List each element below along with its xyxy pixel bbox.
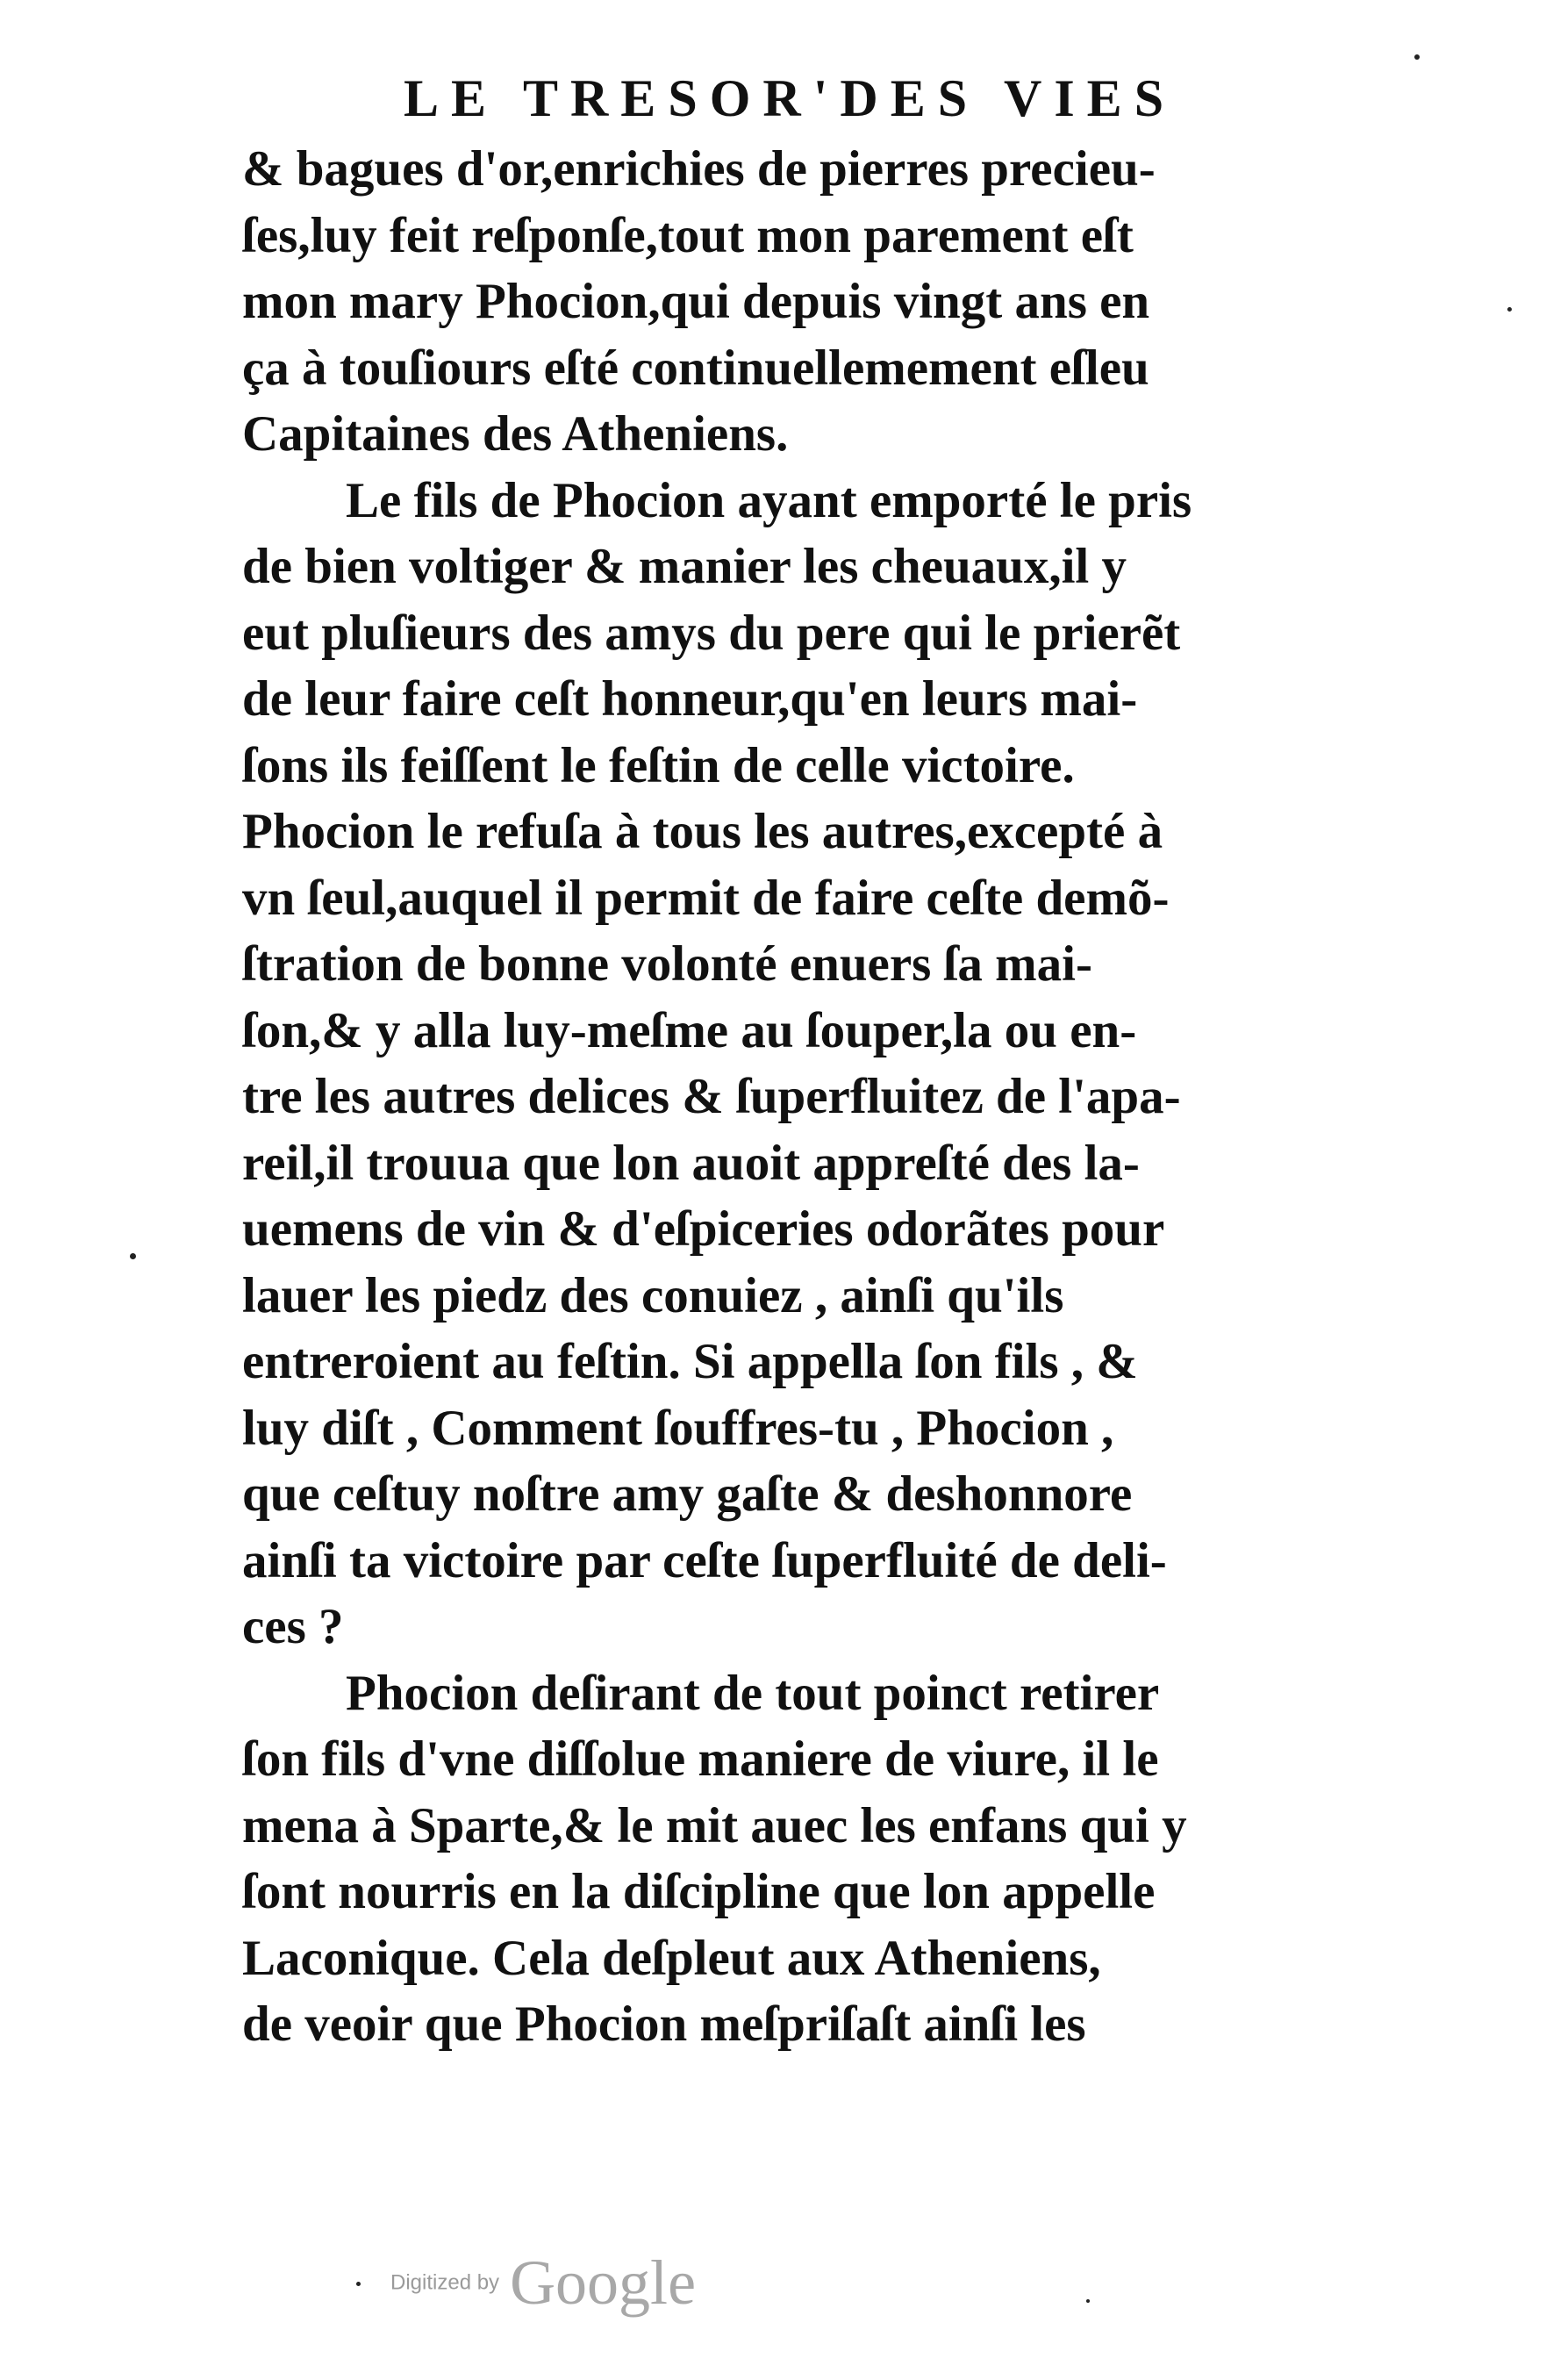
text-line: lauer les piedz des conuiez , ainſi qu'ils [242,1267,1064,1323]
digitized-watermark [390,2247,696,2319]
text-line: ſon fils d'vne diſſolue maniere de viure, il le [242,1731,1159,1787]
running-header: LE TRESOR'DES VIES [404,69,1177,127]
text-line: luy diſt , Comment ſouffres-tu , Phocion , [242,1400,1114,1456]
digitized-label: Digitized by [390,2270,500,2295]
text-line: ſons ils feiſſent le feſtin de celle victoire. [242,737,1075,793]
text-line: uemens de vin & d'eſpiceries odorãtes pour [242,1201,1165,1257]
text-line: ça à touſiours eſté continuellemement eſleu [242,340,1149,396]
text-line: ainſi ta victoire par ceſte ſuperfluité de deli- [242,1532,1167,1588]
text-line: vn ſeul,auquel il permit de faire ceſte demõ- [242,870,1170,926]
text-line: reil,il trouua que lon auoit appreſté des la- [242,1135,1140,1191]
text-line: de leur faire ceſt honneur,qu'en leurs mai- [242,671,1138,727]
text-line: Phocion le refuſa à tous les autres,excepté à [242,804,1163,859]
text-line: & bagues d'or,enrichies de pierres precieu- [242,141,1156,197]
text-line: ſon,& y alla luy-meſme au ſouper,la ou en- [242,1002,1137,1058]
text-line: eut pluſieurs des amys du pere qui le prierẽt [242,605,1181,661]
paragraph-start-line: Phocion deſirant de tout poinct retirer [346,1665,1160,1721]
text-line: ſont nourris en la diſcipline que lon appelle [242,1864,1156,1919]
text-line: que ceſtuy noſtre amy gaſte & deshonnore [242,1466,1133,1522]
scan-speck [130,1253,136,1259]
body-text [242,136,1418,2058]
google-logo: Google [510,2247,697,2318]
text-line: ſes,luy feit reſponſe,tout mon parement eſt [242,207,1134,263]
scan-speck [356,2282,361,2286]
text-line: ſtration de bonne volonté enuers ſa mai- [242,936,1092,992]
text-line: tre les autres delices & ſuperfluitez de l'apa- [242,1069,1181,1124]
text-line: de veoir que Phocion meſpriſaſt ainſi les [242,1996,1086,2052]
text-line: mon mary Phocion,qui depuis vingt ans en [242,274,1150,329]
text-line: Capitaines des Atheniens. [242,406,789,462]
text-line: Laconique. Cela deſpleut aux Atheniens, [242,1930,1101,1986]
text-line: ces ? [242,1599,344,1654]
text-line: de bien voltiger & manier les cheuaux,il y [242,539,1127,594]
text-line: mena à Sparte,& le mit auec les enfans qui y [242,1797,1187,1853]
scan-speck [1086,2299,1090,2303]
scan-speck [1414,54,1420,60]
text-line: entreroient au feſtin. Si appella ſon fils , & [242,1334,1138,1389]
paragraph-start-line: Le fils de Phocion ayant emporté le pris [346,472,1192,528]
scan-speck [1507,307,1512,312]
